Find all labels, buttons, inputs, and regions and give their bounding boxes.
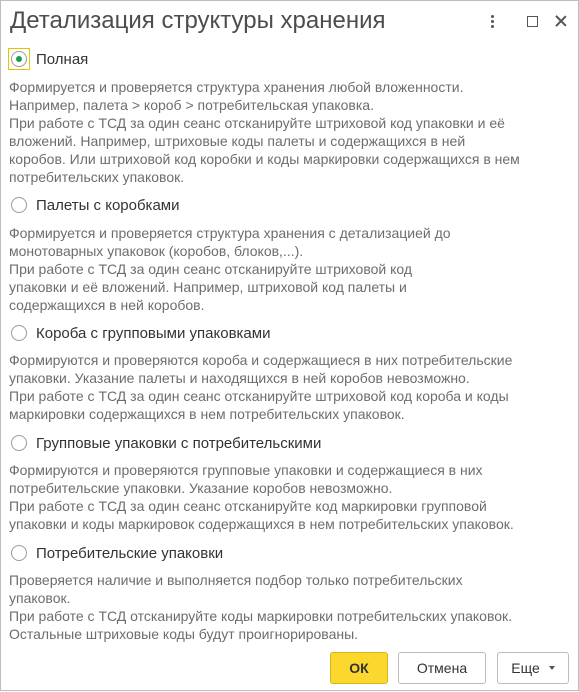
caret-down-icon	[549, 666, 555, 670]
radio-full[interactable]	[11, 51, 27, 67]
option-description-pallets-with-boxes: Формируется и проверяется структура хранения с детализацией до монотоварных упаковок (коробов, блоков,...). При работе с ТСД за один сеанс отсканируйте штриховой код упаковки и её вложений. Например, штриховой код палеты и содержащихся в ней коробов.	[9, 225, 451, 313]
ok-button[interactable]: ОК	[330, 652, 388, 684]
dialog-title: Детализация структуры хранения	[10, 7, 386, 34]
radio-frame	[8, 432, 30, 454]
option-description-consumer-packs: Проверяется наличие и выполняется подбор только потребительских упаковок. При работе с ТСД отсканируйте коды маркировки потребительских упаковок. Остальные штриховые коды будут проигнорированы.	[9, 572, 513, 642]
radio-groups-with-consumer[interactable]	[11, 435, 27, 451]
radio-pallets-with-boxes[interactable]	[11, 197, 27, 213]
option-label-consumer-packs: Потребительские упаковки	[36, 544, 224, 562]
radio-frame	[8, 194, 30, 216]
option-label-pallets-with-boxes: Палеты с коробками	[36, 196, 180, 214]
more-button[interactable]	[497, 652, 569, 684]
radio-frame	[8, 542, 30, 564]
option-full[interactable]	[8, 48, 88, 70]
radio-frame	[8, 322, 30, 344]
option-description-groups-with-consumer: Формируются и проверяются групповые упаковки и содержащиеся в них потребительские упаковки. Указание коробов невозможно. При работе с ТСД за один сеанс отсканируйте код маркировки групповой упаковки и коды маркировок содержащихся в нем потребительских упаковок.	[9, 462, 514, 532]
radio-focus-frame	[8, 48, 30, 70]
option-label-groups-with-consumer: Групповые упаковки с потребительскими	[36, 434, 322, 452]
options-panel	[1, 1, 578, 692]
option-label-boxes-with-groups: Короба с групповыми упаковками	[36, 324, 271, 342]
option-description-full: Формируется и проверяется структура хранения любой вложенности. Например, палета > короб > потребительская упаковка. При работе с ТСД за один сеанс отсканируйте штриховой код упаковки и её вложений. Например, штриховые коды палеты и содержащихся в ней коробов. Или штриховой код коробки и коды маркировки содержащихся в нем потребительских упаковок.	[9, 79, 520, 185]
option-groups-with-consumer[interactable]	[8, 432, 321, 454]
option-boxes-with-groups[interactable]	[8, 322, 270, 344]
option-description-boxes-with-groups: Формируются и проверяются короба и содержащиеся в них потребительские упаковки. Указание палеты и находящихся в ней коробов невозможно. При работе с ТСД за один сеанс отсканируйте штриховой код короба и коды маркировки содержащихся в нем потребительских упаковок.	[9, 352, 513, 422]
radio-boxes-with-groups[interactable]	[11, 325, 27, 341]
option-pallets-with-boxes[interactable]	[8, 194, 179, 216]
radio-consumer-packs[interactable]	[11, 545, 27, 561]
cancel-button[interactable]: Отмена	[398, 652, 486, 684]
option-consumer-packs[interactable]	[8, 542, 223, 564]
option-label-full: Полная	[36, 50, 89, 68]
radio-selected-dot	[16, 56, 22, 62]
more-button-label: Еще	[511, 660, 540, 676]
